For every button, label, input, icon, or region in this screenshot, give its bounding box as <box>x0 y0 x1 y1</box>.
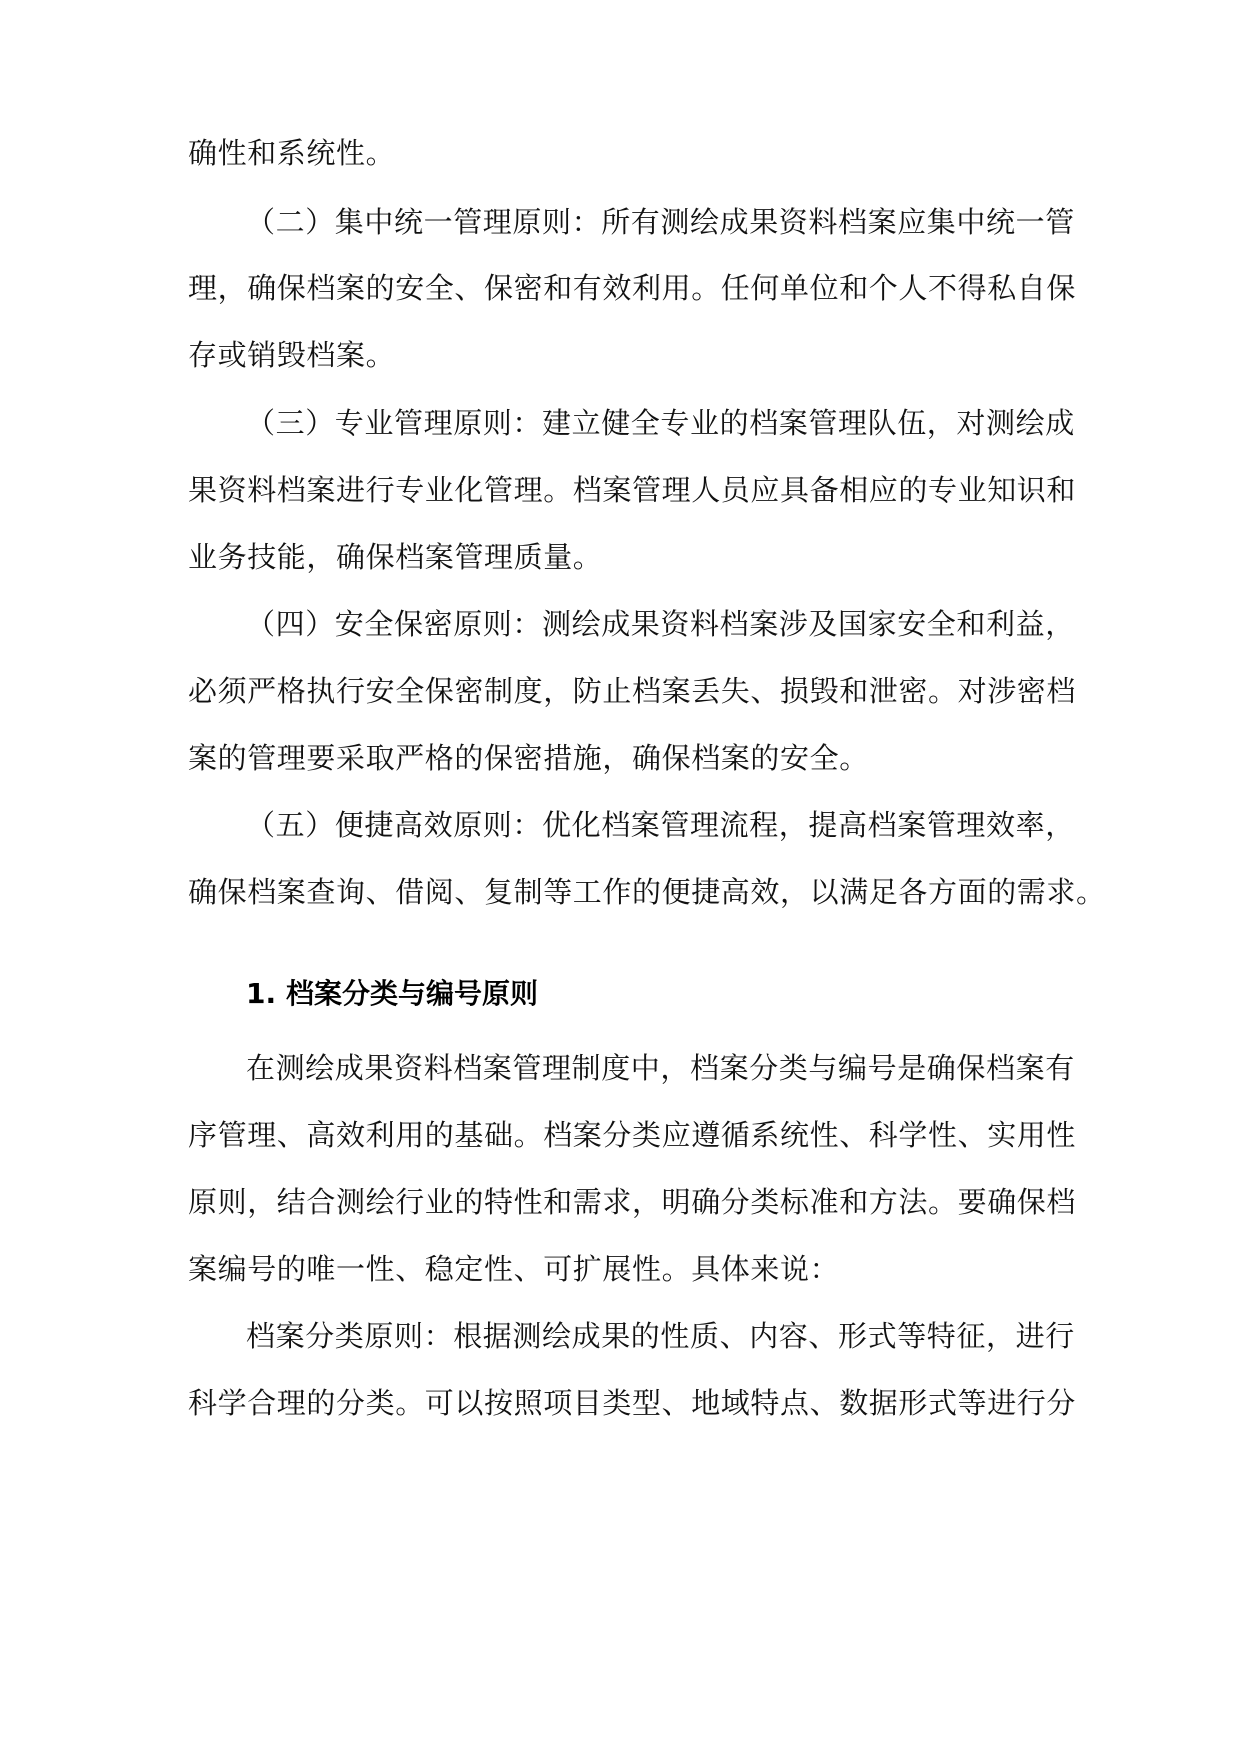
paragraph-line: 确性和系统性。 <box>188 136 396 170</box>
paragraph-line: 档案分类原则：根据测绘成果的性质、内容、形式等特征，进行 <box>246 1319 1075 1353</box>
paragraph-line: 果资料档案进行专业化管理。档案管理人员应具备相应的专业知识和 <box>188 473 1077 507</box>
paragraph-line: （五）便捷高效原则：优化档案管理流程，提高档案管理效率， <box>246 808 1075 842</box>
paragraph-line: 确保档案查询、借阅、复制等工作的便捷高效，以满足各方面的需求。 <box>188 875 1106 909</box>
section-title: 档案分类与编号原则 <box>286 977 539 1010</box>
paragraph-line: 存或销毁档案。 <box>188 338 396 372</box>
paragraph-line: （三）专业管理原则：建立健全专业的档案管理队伍，对测绘成 <box>246 406 1075 440</box>
paragraph-line: 案编号的唯一性、稳定性、可扩展性。具体来说： <box>188 1252 840 1286</box>
paragraph-line: （二）集中统一管理原则：所有测绘成果资料档案应集中统一管 <box>246 205 1075 239</box>
paragraph-line: （四）安全保密原则：测绘成果资料档案涉及国家安全和利益， <box>246 607 1075 641</box>
paragraph-line: 案的管理要采取严格的保密措施，确保档案的安全。 <box>188 741 869 775</box>
paragraph-line: 原则，结合测绘行业的特性和需求，明确分类标准和方法。要确保档 <box>188 1185 1077 1219</box>
paragraph-line: 序管理、高效利用的基础。档案分类应遵循系统性、科学性、实用性 <box>188 1118 1077 1152</box>
paragraph-line: 理，确保档案的安全、保密和有效利用。任何单位和个人不得私自保 <box>188 271 1077 305</box>
section-heading <box>246 974 538 1014</box>
paragraph-line: 科学合理的分类。可以按照项目类型、地域特点、数据形式等进行分 <box>188 1386 1077 1420</box>
paragraph-line: 必须严格执行安全保密制度，防止档案丢失、损毁和泄密。对涉密档 <box>188 674 1077 708</box>
section-number: 1. <box>246 977 277 1010</box>
paragraph-line: 在测绘成果资料档案管理制度中，档案分类与编号是确保档案有 <box>246 1051 1075 1085</box>
paragraph-line: 业务技能，确保档案管理质量。 <box>188 540 603 574</box>
